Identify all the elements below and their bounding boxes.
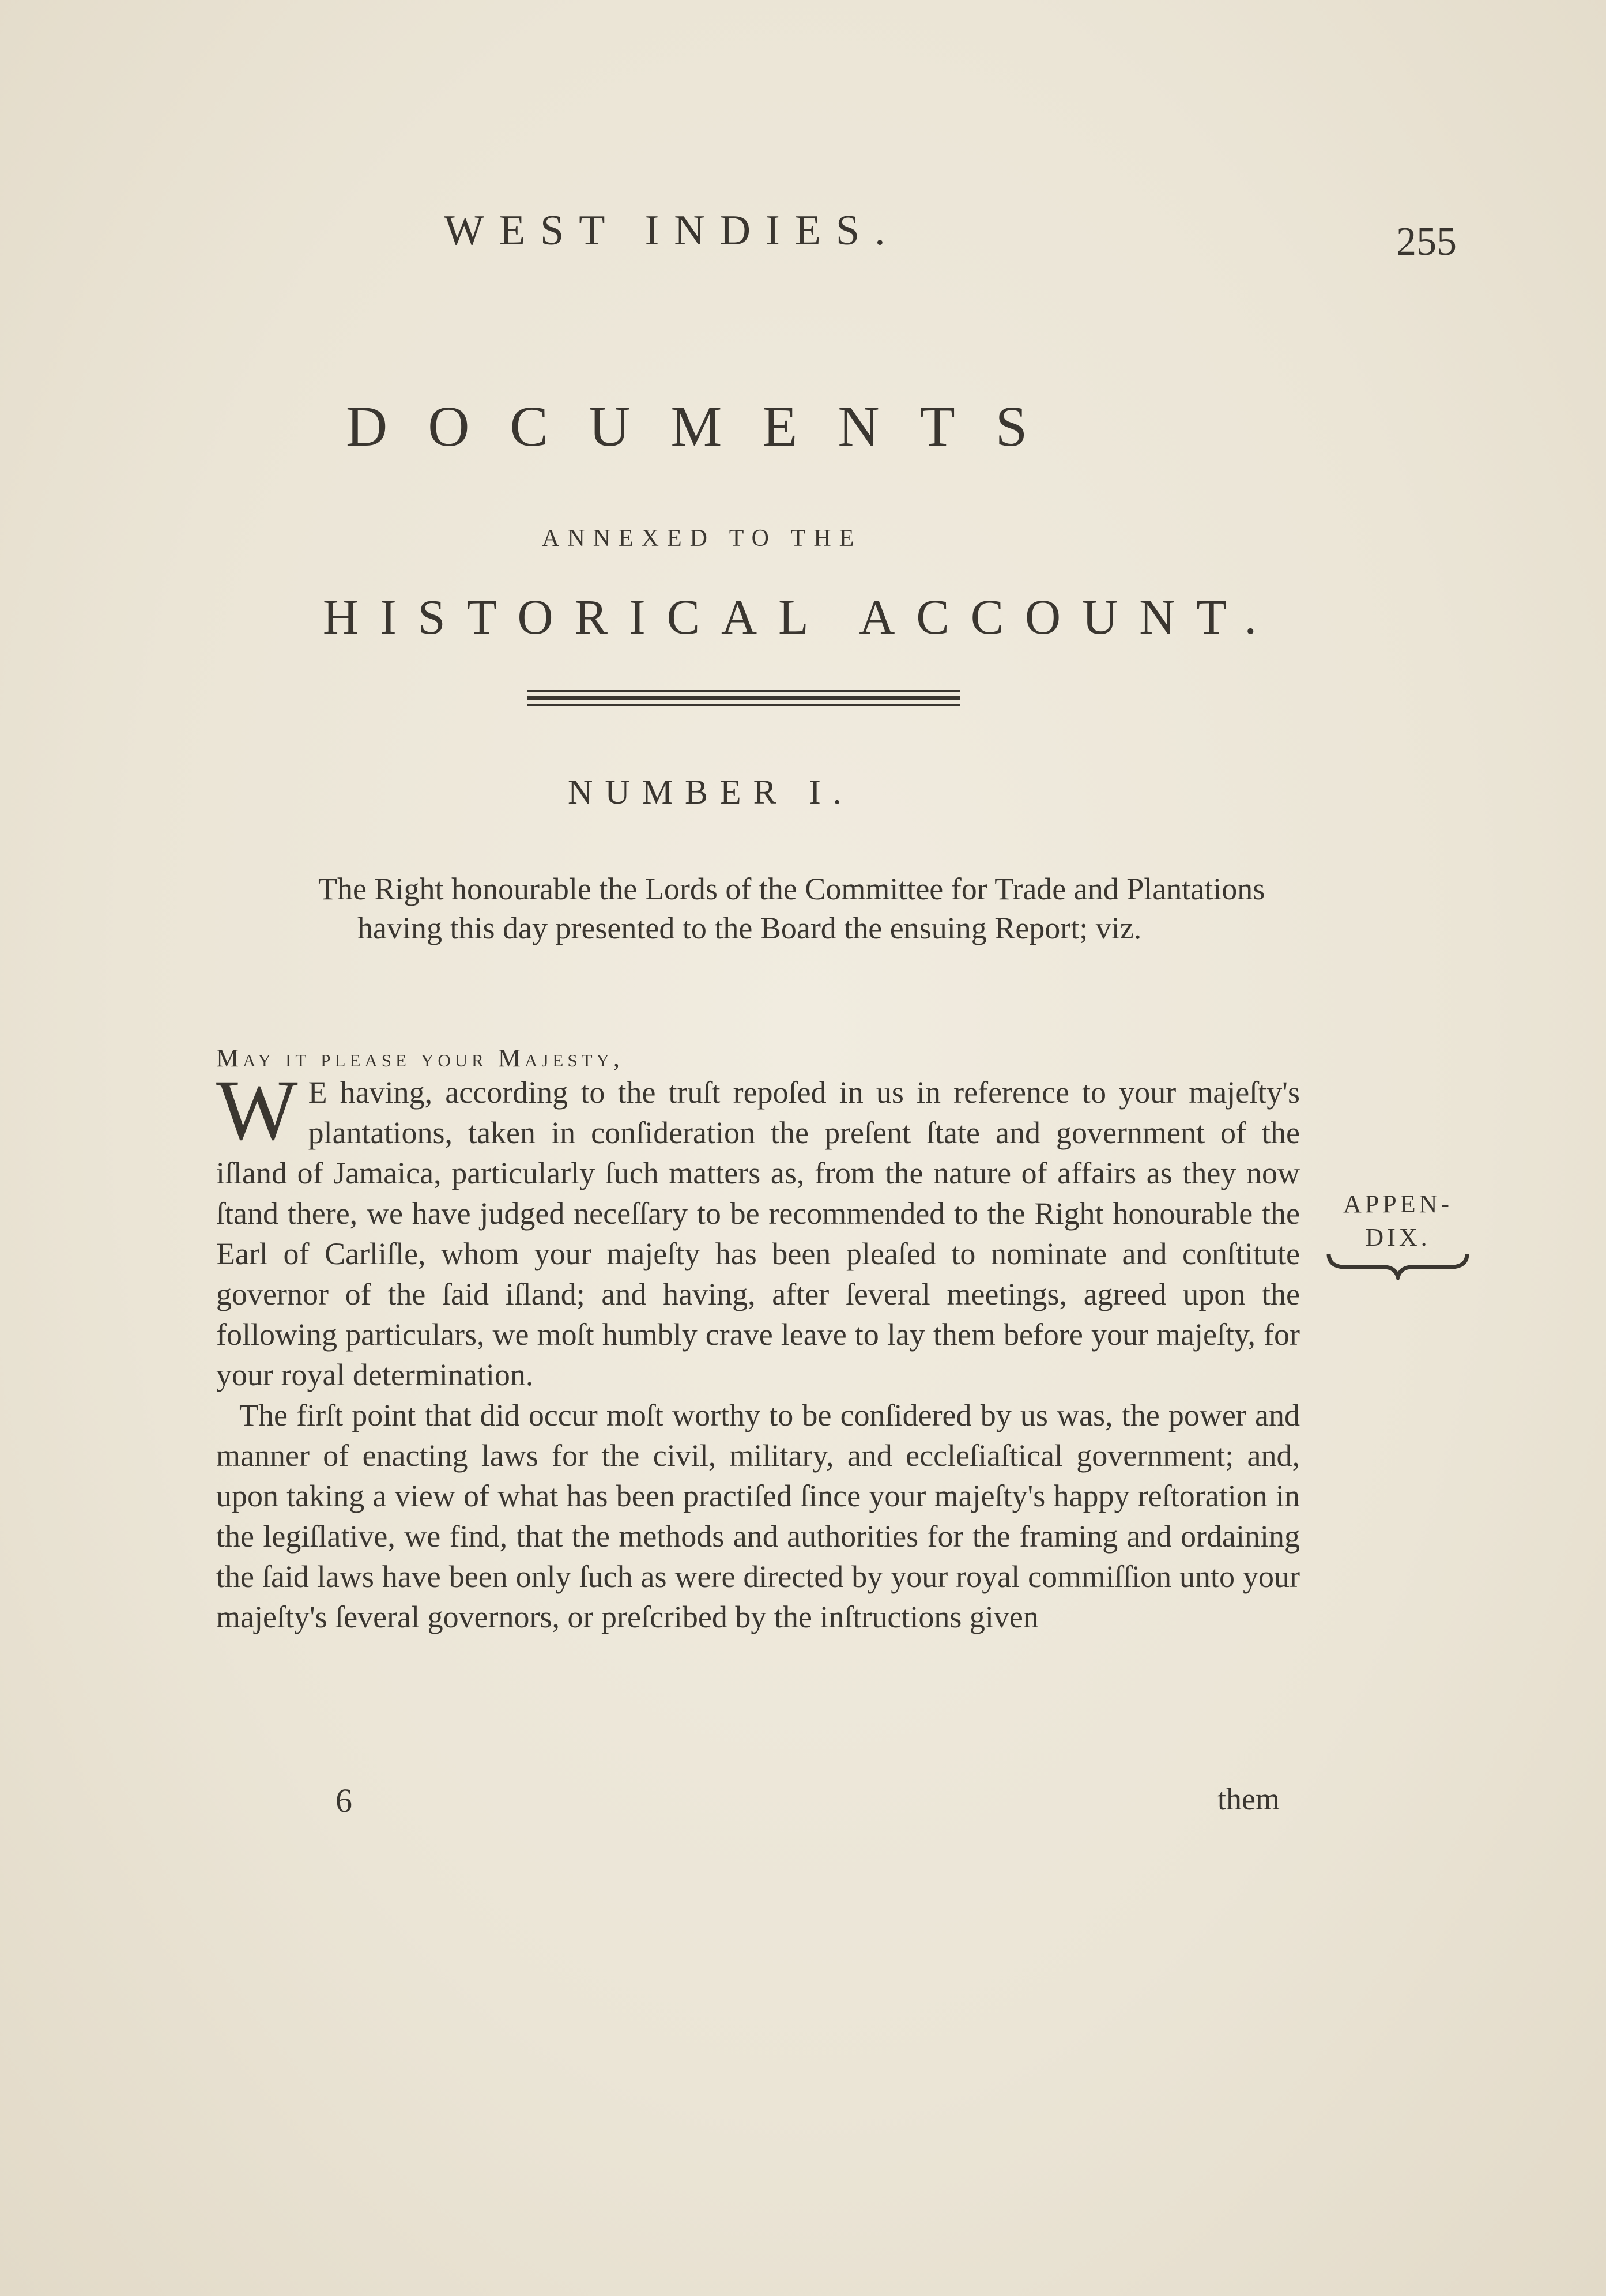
signature-mark: 6 bbox=[335, 1782, 352, 1819]
main-title: DOCUMENTS bbox=[346, 394, 1068, 458]
ornamental-rule-bottom bbox=[527, 704, 960, 706]
margin-note-line-1: APPEN- bbox=[1343, 1190, 1453, 1218]
page-number: 255 bbox=[1396, 220, 1457, 264]
historical-account-title: HISTORICAL ACCOUNT. bbox=[323, 589, 1279, 644]
intro-text: The Right honourable the Lords of the Committee for Trade and Plantations having this day presented to the Board the ensuing Report; viz. bbox=[318, 872, 1265, 945]
catchword: them bbox=[1217, 1782, 1280, 1816]
paragraph-2: The firſt point that did occur moſt worthy to be conſidered by us was, the power and manner of enacting laws for the civil, military, and eccleſiaſtical government; and, upon taking a view of what has been practiſed ſince your majeſty's happy reſtoration in the legiſlative, we find, that the methods and authorities for the framing and ordaining the ſaid laws have been only ſuch as were directed by your royal commiſſion unto your majeſty's ſeveral governors, or preſcribed by the inſtructions given bbox=[216, 1398, 1300, 1634]
annexed-subtitle: ANNEXED TO THE bbox=[542, 525, 862, 552]
ornamental-rule-top bbox=[527, 690, 960, 692]
salutation: May it please your Majesty, bbox=[216, 1044, 624, 1072]
ornamental-rule-middle bbox=[527, 696, 960, 700]
paragraph-1-text: E having, according to the truſt repoſed in us in reference to your majeſty's plantations, taken in conſideration the preſent ſtate and government of the iſland of Jamaica, particularly ſuch matters as, from the nature of affairs as they now ſtand there, we have judged neceſſary to be recommended to the Right honourable the Earl of Carliſle, whom your majeſty has been pleaſed to nominate and conſtitute governor of the ſaid iſland; and having, after ſeveral meetings, agreed upon the following particulars, we moſt humbly crave leave to lay them before your majeſty, for your royal determination. bbox=[216, 1075, 1300, 1392]
paragraph-1 bbox=[216, 1062, 1300, 1395]
running-head: WEST INDIES. bbox=[444, 207, 900, 254]
section-number-heading: NUMBER I. bbox=[568, 773, 854, 811]
margin-note-line-2: DIX. bbox=[1365, 1223, 1431, 1251]
body-text bbox=[216, 1062, 1300, 1637]
margin-note-appendix bbox=[1314, 1187, 1481, 1254]
intro-paragraph bbox=[318, 869, 1327, 948]
drop-cap: W bbox=[216, 1062, 298, 1158]
margin-brace-icon bbox=[1326, 1251, 1470, 1280]
